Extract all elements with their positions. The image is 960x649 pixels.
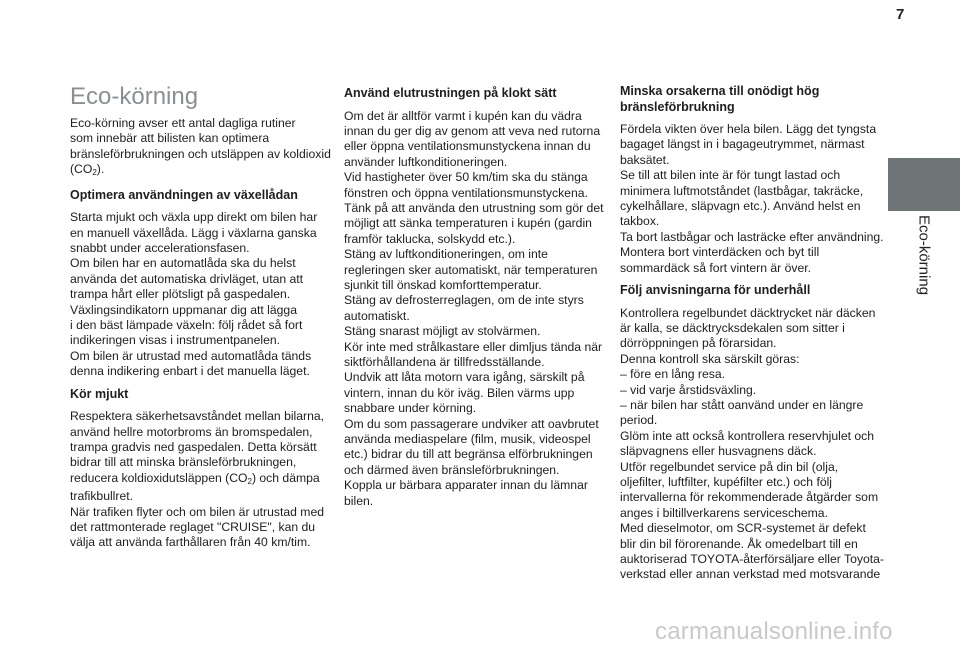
text-line: trampa gradvis ned gaspedalen. Detta körsätt: [70, 439, 317, 454]
text-line: använda mediaspelare (film, musik, videospel: [344, 432, 591, 447]
text-line: baksätet.: [620, 152, 670, 167]
text-line: Ta bort lastbågar och lasträcke efter användning.: [620, 229, 884, 244]
text-line: använd hellre motorbroms än bromspedalen,: [70, 424, 313, 439]
text-line: – vid varje årstidsväxling.: [620, 382, 757, 397]
column-right: [620, 84, 884, 583]
text-line: som innebär att bilisten kan optimera: [70, 131, 270, 146]
text-fragment: ) och dämpa: [251, 470, 320, 485]
text-line: [70, 162, 326, 180]
text-fragment: ).: [96, 162, 105, 177]
text-line: intervallerna för rekommenderade åtgärder som: [620, 490, 879, 505]
text-line: dörröppningen på förarsidan.: [620, 336, 777, 351]
text-line: automatiskt.: [344, 308, 410, 323]
text-line: trampa hårt eller plötsligt på gaspedalen.: [70, 287, 291, 302]
text-line: Stäng snarast möjligt av stolvärmen.: [344, 324, 541, 339]
heading-electrical-equipment: Använd elutrustningen på klokt sätt: [344, 86, 557, 100]
text-line: Vid hastigheter över 50 km/tim ska du stänga: [344, 170, 588, 185]
text-line: bilen.: [344, 493, 374, 508]
text-line: anges i biltillverkarens serviceschema.: [620, 505, 828, 520]
reduce-paragraph: [620, 122, 884, 276]
text-line: vintern, innan du kör iväg. Bilen värms upp: [344, 385, 575, 400]
text-line: och därmed även bränsleförbrukningen.: [344, 462, 560, 477]
text-line: Eco-körning avser ett antal dagliga rutiner: [70, 116, 296, 130]
heading-line: Minska orsakerna till onödigt hög: [620, 84, 820, 98]
smooth-paragraph: [70, 409, 326, 551]
text-line: trafikbullret.: [70, 489, 133, 504]
text-line: Om bilen har en automatlåda ska du helst: [70, 256, 296, 271]
text-line: använda det automatiska drivläget, utan att: [70, 271, 304, 286]
text-line: När trafiken flyter och om bilen är utrustad med: [70, 504, 325, 519]
page-title: Eco-körning: [70, 83, 199, 110]
text-line: siktförhållandena är tillfredsställande.: [344, 355, 545, 369]
heading-line: bränsleförbrukning: [620, 99, 735, 114]
text-line: Se till att bilen inte är för tungt lastad och: [620, 168, 841, 183]
text-line: Fördela vikten över hela bilen. Lägg det tyngsta: [620, 122, 877, 136]
text-line: i den bäst lämpade växeln: följ rådet så fort: [70, 317, 303, 332]
maintenance-paragraph: [620, 305, 884, 583]
text-line: [70, 471, 326, 489]
text-line: blir din bil förorenande. Åk omedelbart till en: [620, 536, 858, 551]
text-line: Växlingsindikatorn uppmanar dig att lägga: [70, 302, 297, 317]
text-fragment: (CO: [70, 162, 93, 177]
text-line: Respektera säkerhetsavståndet mellan bilarna,: [70, 409, 325, 424]
gearbox-paragraph: [70, 210, 326, 379]
text-line: verkstad eller annan verkstad med motsvarande: [620, 567, 881, 582]
section-tab-label: [888, 211, 960, 315]
text-line: bagaget längst in i bagageutrymmet, närmast: [620, 137, 865, 152]
text-line: Med dieselmotor, om SCR-systemet är defekt: [620, 521, 866, 536]
text-line: oljefilter, luftfilter, kupéfilter etc.) och följ: [620, 475, 833, 490]
section-tab-text: Eco-körning: [915, 215, 933, 296]
text-line: Tänk på att använda den utrustning som gör det: [344, 200, 604, 215]
text-line: innan du ger dig av genom att veva ned rutorna: [344, 123, 601, 138]
text-line: Om bilen är utrustad med automatlåda tänds: [70, 348, 312, 363]
text-line: minimera luftmotståndet (lastbågar, takräcke,: [620, 183, 864, 198]
text-line: framför taklucka, solskydd etc.).: [344, 231, 516, 246]
text-line: Koppla ur bärbara apparater innan du lämnar: [344, 478, 588, 493]
text-line: fönstren och öppna ventilationsmunstyckena.: [344, 185, 588, 200]
text-line: Undvik att låta motorn vara igång, särskilt på: [344, 370, 585, 385]
text-line: välja att använda farthållaren från 40 km/tim.: [70, 535, 311, 550]
text-line: Om det är alltför varmt i kupén kan du vädra: [344, 108, 582, 123]
intro-paragraph: [70, 116, 331, 181]
text-line: Denna kontroll ska särskilt göras:: [620, 351, 800, 366]
text-line: period.: [620, 413, 658, 428]
text-line: bidrar till att minska bränsleförbrukningen,: [70, 455, 297, 470]
text-line: Utför regelbundet service på din bil (olja,: [620, 459, 839, 474]
text-line: Om du som passagerare undviker att oavbrutet: [344, 416, 599, 431]
text-line: auktoriserad TOYOTA-återförsäljare eller Toyota-: [620, 552, 884, 567]
column-middle: [344, 86, 604, 509]
text-line: snabbt under accelerationsfasen.: [70, 240, 250, 255]
text-line: – när bilen har stått oanvänd under en längre: [620, 398, 864, 412]
text-line: takbox.: [620, 214, 660, 229]
section-tab-marker: [888, 158, 960, 211]
text-line: eller öppna ventilationsmunstyckena innan du: [344, 139, 591, 154]
text-line: är kalla, se däcktrycksdekalen som sitter i: [620, 320, 845, 335]
text-line: denna indikering enbart i det manuella läget.: [70, 364, 310, 379]
text-line: Kontrollera regelbundet däcktrycket när däcken: [620, 305, 876, 320]
text-line: möjligt att sänka temperaturen i kupén (gardin: [344, 216, 592, 231]
text-line: Kör inte med strålkastare eller dimljus tända när: [344, 339, 603, 354]
equipment-paragraph: [344, 108, 604, 510]
heading-maintenance: Följ anvisningarna för underhåll: [620, 283, 811, 298]
text-line: Starta mjukt och växla upp direkt om bilen har: [70, 210, 318, 225]
text-line: Stäng av luftkonditioneringen, om inte: [344, 247, 548, 262]
text-line: snabbare under körning.: [344, 401, 477, 416]
watermark: carmanualsonline.info: [655, 618, 893, 645]
text-line: en manuell växellåda. Lägg i växlarna ganska: [70, 225, 317, 240]
text-line: sommardäck så fort vintern är över.: [620, 260, 812, 275]
text-line: det rattmonterade reglaget "CRUISE", kan du: [70, 519, 316, 534]
text-line: släpvagnens eller husvagnens däck.: [620, 444, 817, 459]
column-left: [70, 83, 331, 551]
text-line: indikeringen visas i instrumentpanelen.: [70, 333, 281, 348]
text-line: använder luftkonditioneringen.: [344, 154, 508, 169]
text-line: bränsleförbrukningen och utsläppen av koldioxid: [70, 146, 331, 161]
text-line: sjunkit till önskad komforttemperatur.: [344, 277, 542, 292]
subscript: 2: [247, 476, 252, 486]
heading-reduce-consumption: [620, 84, 878, 115]
text-fragment: reducera koldioxidutsläppen (CO: [70, 470, 248, 485]
text-line: cykelhållare, släpvagn etc.). Använd helst en: [620, 199, 861, 214]
text-line: Stäng av defrosterreglagen, om de inte styrs: [344, 293, 584, 308]
text-line: Glöm inte att också kontrollera reservhjulet och: [620, 428, 875, 443]
heading-drive-smoothly: Kör mjukt: [70, 386, 129, 401]
page-number: 7: [896, 6, 905, 23]
text-line: etc.) bidrar du till att begränsa elförbrukningen: [344, 447, 593, 462]
subscript: 2: [92, 168, 97, 178]
text-line: – före en lång resa.: [620, 367, 726, 382]
text-line: Montera bort vinterdäcken och byt till: [620, 245, 820, 260]
text-line: regleringen sker automatiskt, när temperaturen: [344, 262, 598, 277]
heading-gearbox: Optimera användningen av växellådan: [70, 187, 298, 202]
